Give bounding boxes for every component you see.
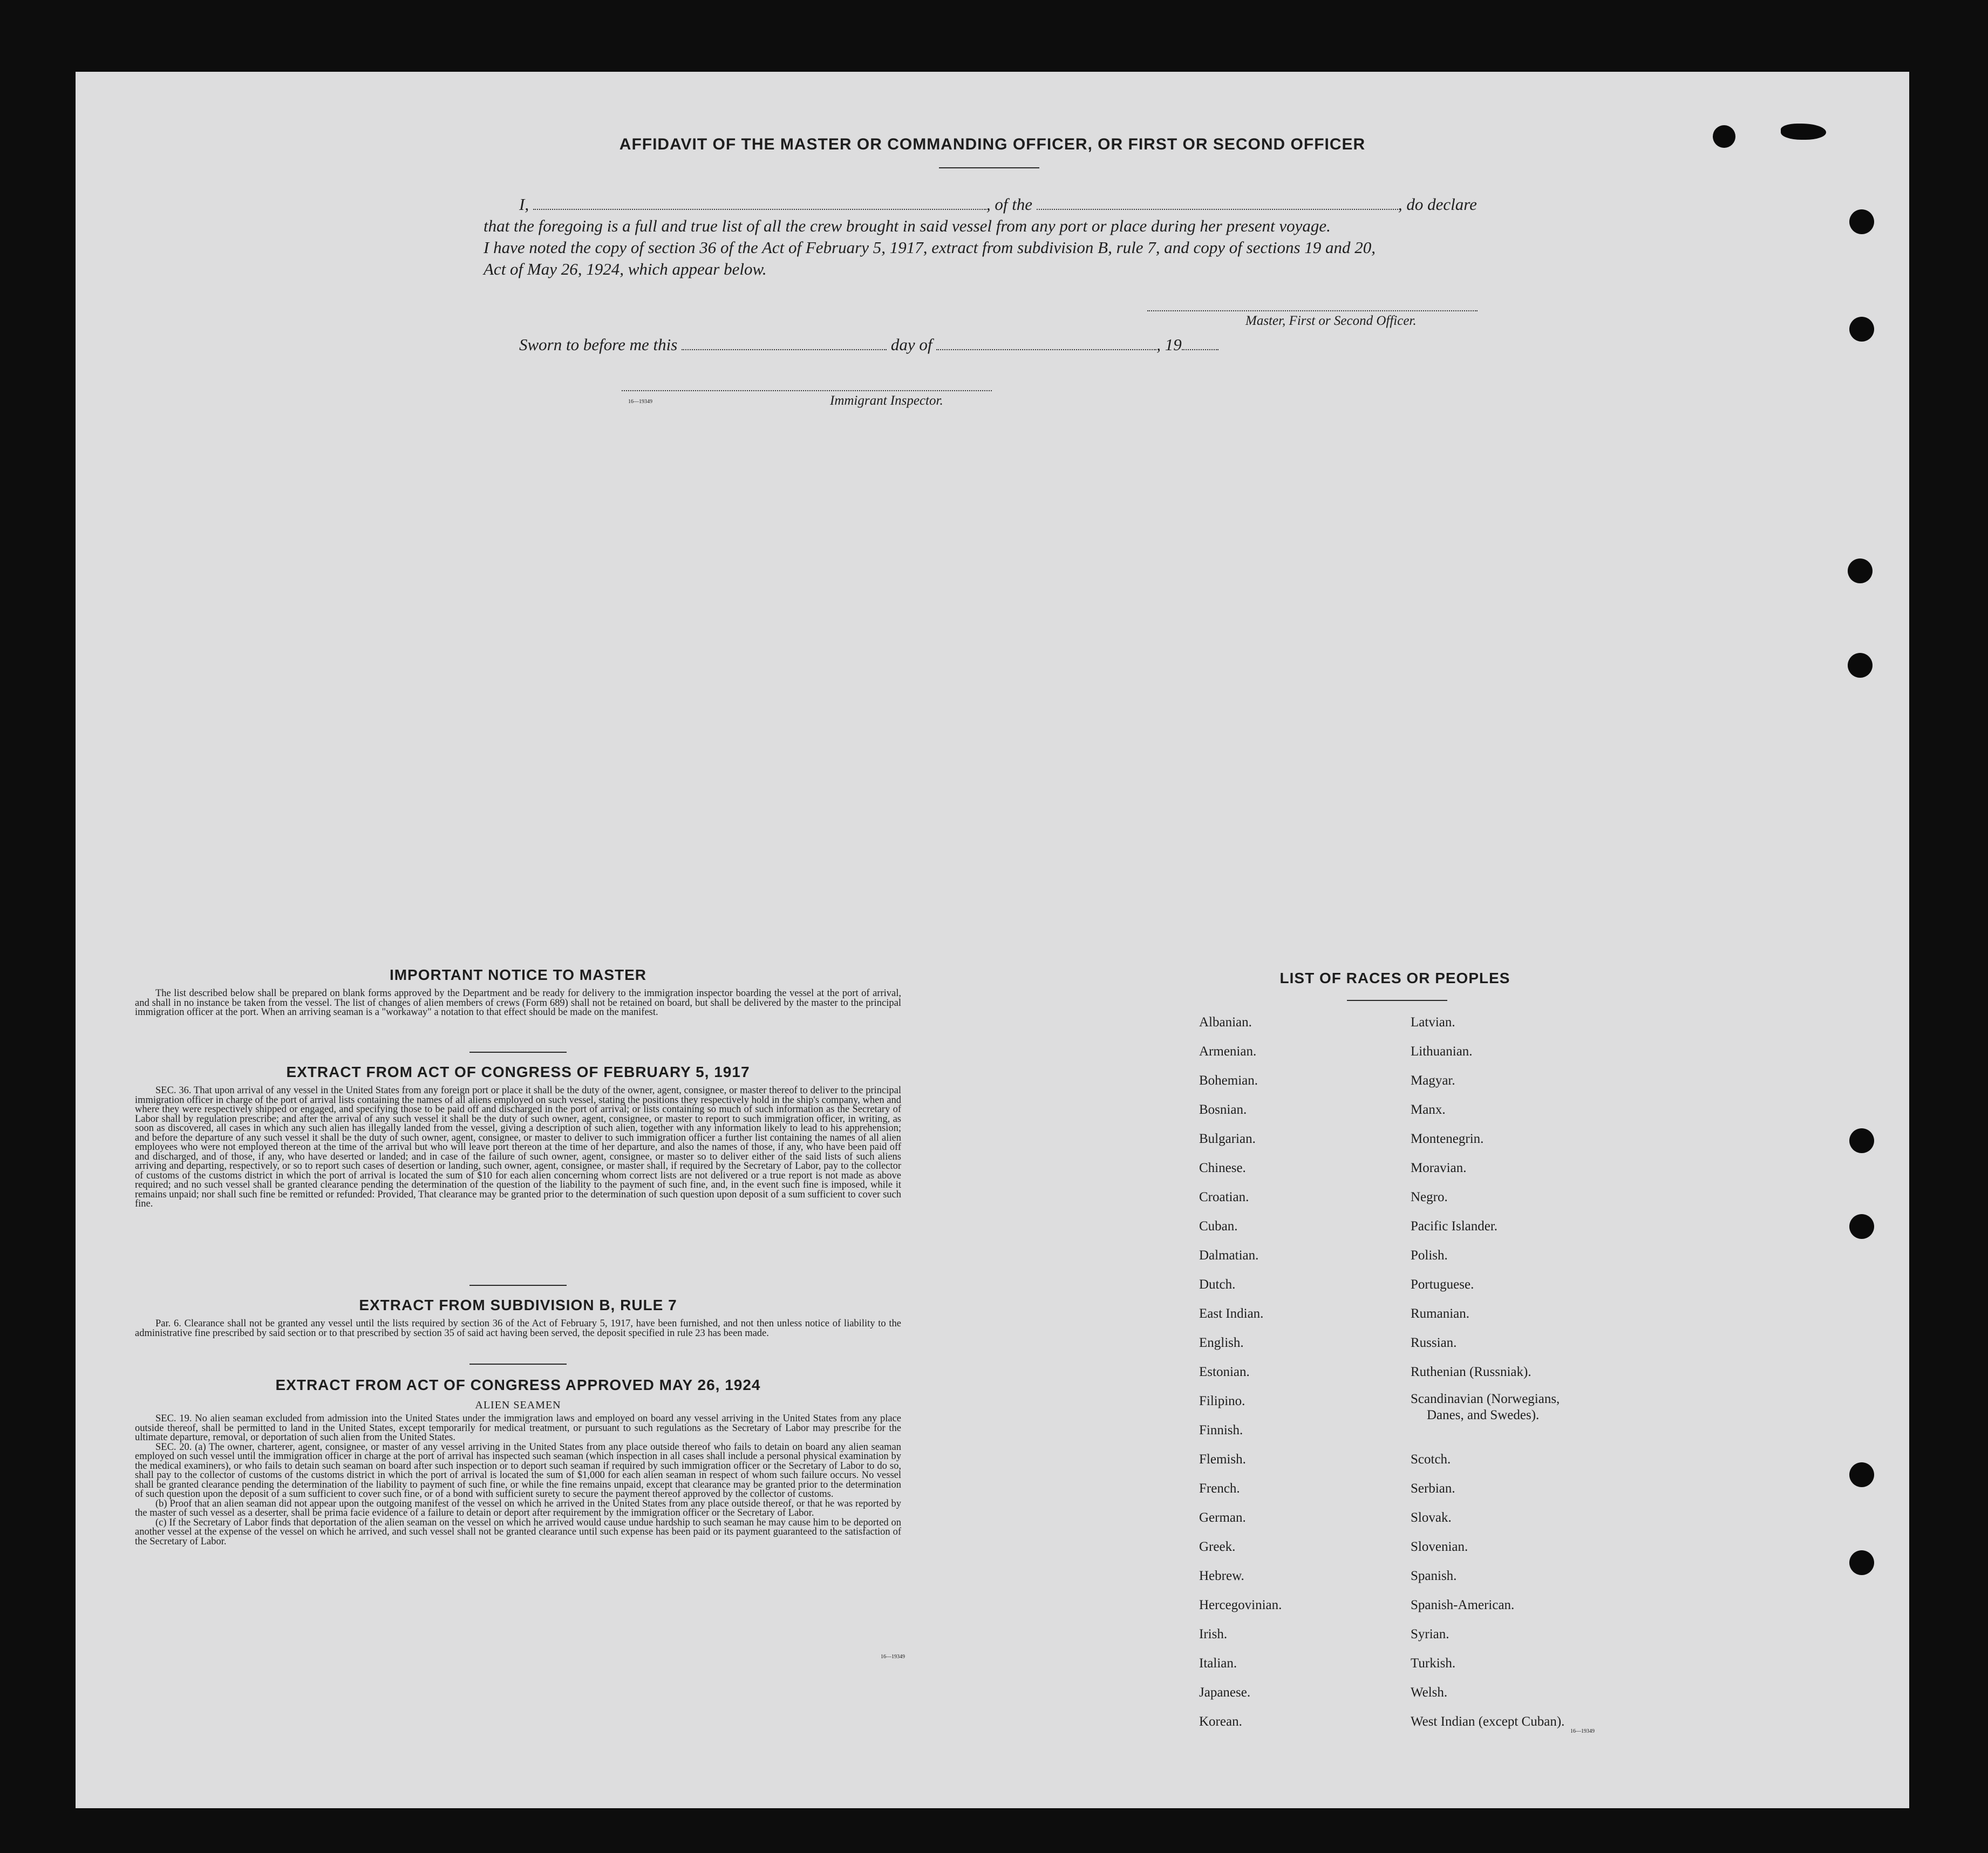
form-number-top: 16—19349 [628, 399, 652, 405]
punch-hole [1849, 317, 1874, 342]
extract-1924-text [135, 1414, 901, 1547]
punch-hole [1849, 1128, 1874, 1153]
race-item: Serbian. [1411, 1481, 1455, 1496]
race-item: Syrian. [1411, 1627, 1449, 1641]
race-item: West Indian (except Cuban). [1411, 1714, 1565, 1729]
race-item: Pacific Islander. [1411, 1219, 1498, 1234]
extract-1917-text: SEC. 36. That upon arrival of any vessel in the United States from any foreign port or place it shall be the duty of the owner, agent, consignee, or master thereof to deliver to the principal immigration officer in charge of the port of arrival lists containing the names of all aliens employed on such vessel, stating the positions they respectively hold in the ship's company, when and where they were respectively shipped or engaged, and specifying those to be paid off and discharged in the port of arrival; or lists containing so much of such information as the Secretary of Labor shall by regulation prescribe; and after the arrival of any such vessel it shall be the duty of such owner, agent, consignee, or master to report to such immigration officer, in writing, as soon as discovered, all cases in which any such alien has illegally landed from the vessel, giving a description of such alien, together with any information likely to lead to his apprehension; and before the departure of any such vessel it shall be the duty of such owner, agent, consignee, or master to deliver to such immigration officer a further list containing the names of all alien employees who were not employed thereon at the time of the arrival but who will leave port thereon at the time of her departure, and also the names of those, if any, who have been paid off and discharged, and of those, if any, who have deserted or landed; and in case of the failure of such owner, agent, consignee, or master so to deliver either of the said lists of such aliens arriving and departing, respectively, or so to report such cases of desertion or landing, such owner, agent, consignee, or master shall, if required by the Secretary of Labor, pay to the collector of customs of the customs district in which the port of arrival is located the sum of $10 for each alien concerning whom correct lists are not delivered or a true report is not made as above required; and no such vessel shall be granted clearance pending the determination of the question of the liability to the payment of such fine, and, in the event such fine is imposed, while it remains unpaid; nor shall such fine be remitted or refunded: Provided, That clearance may be granted prior to the determination of such question upon deposit of a sum sufficient to cover such fine. [135, 1085, 901, 1209]
race-item: Ruthenian (Russniak). [1411, 1365, 1531, 1379]
race-item: Spanish. [1411, 1569, 1457, 1583]
extract-1917-title: EXTRACT FROM ACT OF CONGRESS OF FEBRUARY 5, 1917 [286, 1064, 750, 1080]
race-item: Montenegrin. [1411, 1132, 1484, 1146]
name-field[interactable] [533, 197, 986, 210]
declaration-line-4: Act of May 26, 1924, which appear below. [484, 260, 767, 278]
race-item: Greek. [1199, 1539, 1236, 1554]
form-number-left: 16—19349 [881, 1654, 905, 1660]
punch-hole [1849, 1462, 1874, 1487]
race-item: Estonian. [1199, 1365, 1250, 1379]
race-item: Irish. [1199, 1627, 1228, 1641]
section-19: SEC. 19. No alien seaman excluded from admission into the United States under the immigration laws and employed on board any vessel arriving in the United States from any place outside thereof, shall be permitted to land in the United States, except temporarily for medical treatment, or pursuant to such regulations as the Secretary of Labor may prescribe for the ultimate departure, removal, or deportation of such alien from the United States. [135, 1413, 901, 1443]
declaration-i-label: I, [519, 195, 529, 214]
rule7-title: EXTRACT FROM SUBDIVISION B, RULE 7 [359, 1297, 677, 1313]
race-item: Polish. [1411, 1248, 1448, 1263]
section-20b: (b) Proof that an alien seaman did not appear upon the outgoing manifest of the vessel on which he arrived in the United States from any place outside thereof, or that he was reported by the master of such vessel as a deserter, shall be prima facie evidence of a failure to detain or deport after requirement by the immigration officer or the Secretary of Labor. [135, 1498, 901, 1518]
race-item: Dalmatian. [1199, 1248, 1259, 1263]
sworn-month-field[interactable] [936, 337, 1156, 350]
extract-1924-title: EXTRACT FROM ACT OF CONGRESS APPROVED MAY 26, 1924 [275, 1377, 761, 1393]
race-item: French. [1199, 1481, 1240, 1496]
race-item: Hebrew. [1199, 1569, 1244, 1583]
race-item: Manx. [1411, 1102, 1446, 1117]
race-item: Italian. [1199, 1656, 1237, 1671]
divider [469, 1285, 567, 1286]
punch-hole [1849, 209, 1874, 234]
sworn-day-field[interactable] [682, 337, 887, 350]
rule7-text: Par. 6. Clearance shall not be granted any vessel until the lists required by section 36 of the Act of February 5, 1917, have been furnished, and not then unless notice of liability to the administrative fine prescribed by said section or to that prescribed by section 35 of said act having been served, the deposit specified in rule 23 has been made. [135, 1318, 901, 1339]
notice-text: The list described below shall be prepared on blank forms approved by the Department and be ready for delivery to the immigration inspector boarding the vessel at the port of arrival, and shall in no instance be taken from the vessel. The list of changes of alien members of crews (Form 689) shall not be retained on board, but shall be delivered by the master to the principal immigration officer at the port. When an arriving seaman is a "workaway" a notation to that effect should be made on the manifest. [135, 988, 901, 1018]
declaration-line-1 [519, 195, 1477, 214]
declaration-line-2: that the foregoing is a full and true list of all the crew brought in said vessel from any port or place during her present voyage. [484, 216, 1331, 235]
vessel-field[interactable] [1037, 197, 1398, 210]
race-item: Chinese. [1199, 1161, 1246, 1175]
form-number-right: 16—19349 [1570, 1728, 1595, 1734]
race-item: Negro. [1411, 1190, 1448, 1204]
divider [469, 1052, 567, 1053]
day-of-label: day of [890, 335, 932, 354]
sworn-year-field[interactable] [1182, 337, 1218, 350]
of-the-label: , of the [986, 195, 1033, 214]
alien-seamen-subtitle: ALIEN SEAMEN [475, 1399, 561, 1411]
race-item: English. [1199, 1336, 1244, 1350]
punch-hole [1848, 558, 1873, 583]
form-page [76, 72, 1909, 1808]
master-signature-field[interactable] [1147, 305, 1478, 311]
race-item: Cuban. [1199, 1219, 1238, 1234]
race-item: Scandinavian (Norwegians, [1411, 1392, 1560, 1406]
race-item: Rumanian. [1411, 1306, 1470, 1321]
section-20c: (c) If the Secretary of Labor finds that deportation of the alien seaman on the vessel on which he arrived would cause undue hardship to such seaman he may cause him to be deported on another vessel at the expense of the vessel on which he arrived, and such vessel shall not be granted clearance until such expense has been paid or its payment guaranteed to the satisfaction of the Secretary of Labor. [135, 1517, 901, 1547]
declaration-line-3: I have noted the copy of section 36 of the Act of February 5, 1917, extract from subdivision B, rule 7, and copy of sections 19 and 20, [484, 238, 1376, 257]
race-item: Bulgarian. [1199, 1132, 1256, 1146]
punch-hole [1849, 1214, 1874, 1239]
race-item: Spanish-American. [1411, 1598, 1515, 1612]
sworn-line [519, 335, 1218, 355]
race-item: Latvian. [1411, 1015, 1455, 1030]
race-item: Turkish. [1411, 1656, 1456, 1671]
race-item: Albanian. [1199, 1015, 1252, 1030]
race-item: Filipino. [1199, 1394, 1245, 1408]
race-item: Lithuanian. [1411, 1044, 1473, 1059]
notice-title: IMPORTANT NOTICE TO MASTER [389, 966, 647, 983]
race-item: Portuguese. [1411, 1277, 1474, 1292]
race-item: Croatian. [1199, 1190, 1249, 1204]
race-item: Finnish. [1199, 1423, 1243, 1438]
race-item: Russian. [1411, 1336, 1457, 1350]
race-item: Korean. [1199, 1714, 1242, 1729]
sworn-label: Sworn to before me this [519, 335, 678, 354]
punch-hole [1713, 125, 1735, 148]
punch-hole [1849, 1550, 1874, 1575]
race-item: Hercegovinian. [1199, 1598, 1282, 1612]
race-item: Slovenian. [1411, 1539, 1468, 1554]
title-divider [939, 167, 1039, 168]
race-item: Japanese. [1199, 1685, 1251, 1700]
race-item: Dutch. [1199, 1277, 1236, 1292]
race-item: East Indian. [1199, 1306, 1264, 1321]
master-signature-label: Master, First or Second Officer. [1245, 314, 1417, 328]
races-title: LIST OF RACES OR PEOPLES [1279, 970, 1510, 986]
year-label: , 19 [1156, 335, 1182, 354]
race-item: Welsh. [1411, 1685, 1448, 1700]
race-item: Flemish. [1199, 1452, 1246, 1467]
ink-smudge [1781, 124, 1826, 140]
race-item: Scotch. [1411, 1452, 1451, 1467]
section-20a: SEC. 20. (a) The owner, charterer, agent, consignee, or master of any vessel arriving in the United States from any place outside thereof who fails to detain on board any alien seaman employed on such vessel until the immigration officer in charge at the port of arrival has inspected such seaman (which inspection in all cases shall include a personal physical examination by the medical examiners), or who fails to detain such seaman on board after such inspection or to deport such seaman if required by such immigration officer or the Secretary of Labor to do so, shall pay to the collector of customs of the customs district in which the port of arrival is located the sum of $1,000 for each alien seaman in respect of whom such failure occurs. No vessel shall be granted clearance pending the determination of the liability to payment of such fine, or while the fine remains unpaid, except that clearance may be granted prior to the determination of such question upon the deposit of a sum sufficient to cover such fine, or of a bond with sufficient surety to secure the payment thereof approved by the collector of customs. [135, 1441, 901, 1500]
inspector-label: Immigrant Inspector. [830, 393, 943, 408]
race-item: German. [1199, 1510, 1246, 1525]
race-item: Slovak. [1411, 1510, 1452, 1525]
inspector-signature-field[interactable] [622, 385, 992, 391]
affidavit-title: AFFIDAVIT OF THE MASTER OR COMMANDING OFFICER, OR FIRST OR SECOND OFFICER [619, 135, 1366, 153]
punch-hole [1848, 653, 1873, 678]
divider [469, 1364, 567, 1365]
race-item: Magyar. [1411, 1073, 1455, 1088]
race-item: Armenian. [1199, 1044, 1257, 1059]
race-item: Bohemian. [1199, 1073, 1258, 1088]
race-item: Bosnian. [1199, 1102, 1247, 1117]
race-item: Moravian. [1411, 1161, 1467, 1175]
races-divider [1347, 1000, 1447, 1001]
do-declare-label: , do declare [1398, 195, 1477, 214]
race-item: Danes, and Swedes). [1427, 1408, 1540, 1422]
